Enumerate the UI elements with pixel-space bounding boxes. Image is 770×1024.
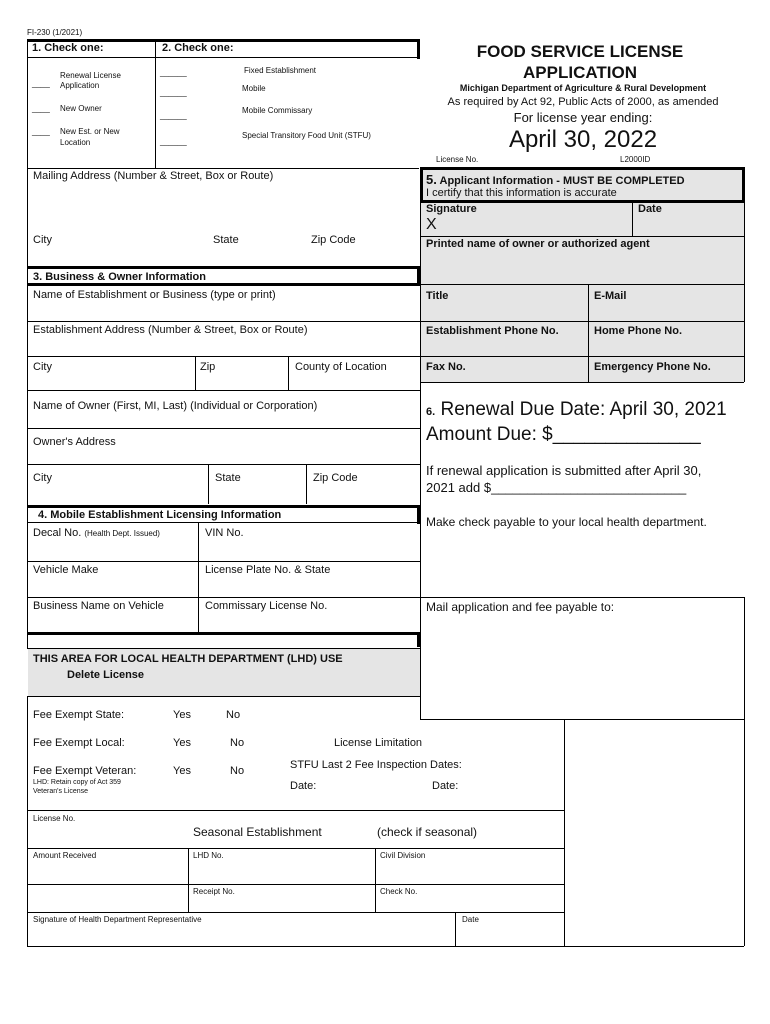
section4-heading: 4. Mobile Establishment Licensing Information bbox=[38, 509, 282, 521]
authority: As required by Act 92, Public Acts of 2000, as amended bbox=[447, 96, 719, 108]
license-no-label: License No. bbox=[436, 155, 479, 164]
fee-exempt-veteran-no[interactable]: No bbox=[230, 765, 245, 777]
blank-line[interactable]: ______ bbox=[160, 68, 187, 77]
rule bbox=[420, 236, 744, 237]
home-phone-label: Home Phone No. bbox=[594, 325, 683, 337]
vehicle-make-label: Vehicle Make bbox=[33, 564, 99, 576]
rule bbox=[588, 284, 589, 382]
rule bbox=[27, 522, 420, 523]
commissary-option: Mobile Commissary bbox=[242, 106, 313, 115]
veteran-note2: Veteran's License bbox=[33, 788, 89, 795]
blank-line[interactable]: ______ bbox=[160, 88, 187, 97]
renewal-option: Renewal License Application bbox=[60, 71, 121, 90]
fee-exempt-veteran-label: Fee Exempt Veteran: bbox=[33, 765, 137, 777]
rule bbox=[155, 39, 156, 168]
rule bbox=[27, 168, 28, 648]
section5-fields-bg bbox=[420, 202, 744, 382]
rule bbox=[27, 390, 420, 391]
amount-received-label: Amount Received bbox=[33, 851, 97, 860]
email-label: E-Mail bbox=[594, 290, 627, 302]
fee-exempt-local-label: Fee Exempt Local: bbox=[33, 737, 125, 749]
section1-heading-rule bbox=[27, 57, 419, 58]
blank-line[interactable]: ____ bbox=[32, 104, 50, 113]
x-mark: X bbox=[426, 216, 437, 233]
stfu-dates-label: STFU Last 2 Fee Inspection Dates: bbox=[290, 759, 462, 771]
fee-exempt-state-label: Fee Exempt State: bbox=[33, 709, 125, 721]
form-code: FI-230 (1/2021) bbox=[27, 28, 83, 37]
rule bbox=[420, 321, 744, 322]
rule bbox=[27, 428, 420, 429]
stfu-date2: Date: bbox=[432, 780, 459, 792]
agency: Michigan Department of Agriculture & Rural Development bbox=[459, 83, 707, 93]
rule bbox=[27, 39, 28, 168]
mailing-city: City bbox=[33, 234, 52, 246]
license-id: L2000ID bbox=[620, 155, 651, 164]
title-line1: FOOD SERVICE LICENSE bbox=[476, 42, 684, 61]
fee-exempt-veteran-yes[interactable]: Yes bbox=[173, 765, 191, 777]
vin-label: VIN No. bbox=[205, 527, 244, 539]
commissary-license-label: Commissary License No. bbox=[205, 600, 328, 612]
fee-exempt-local-no[interactable]: No bbox=[230, 737, 245, 749]
section1-heading: 1. Check one: bbox=[32, 42, 104, 54]
fee-exempt-local-yes[interactable]: Yes bbox=[173, 737, 191, 749]
owner-address-label: Owner's Address bbox=[33, 436, 116, 448]
signature-rep-label: Signature of Health Department Representative bbox=[33, 915, 202, 924]
check-no-label: Check No. bbox=[380, 887, 418, 896]
rule bbox=[306, 464, 307, 504]
lhd-no-label: LHD No. bbox=[193, 851, 224, 860]
mobile-option: Mobile bbox=[242, 84, 266, 93]
check-seasonal-label[interactable]: (check if seasonal) bbox=[377, 825, 478, 839]
section3-heading: 3. Business & Owner Information bbox=[33, 271, 206, 283]
emergency-phone-label: Emergency Phone No. bbox=[594, 361, 711, 373]
fee-exempt-state-yes[interactable]: Yes bbox=[173, 709, 191, 721]
rule bbox=[420, 284, 744, 285]
rule bbox=[27, 561, 420, 562]
mailing-address-label: Mailing Address (Number & Street, Box or Route) bbox=[33, 170, 274, 182]
rule bbox=[744, 719, 745, 946]
late-fee-line2[interactable]: 2021 add $___________________________ bbox=[426, 480, 687, 495]
year-label: For license year ending: bbox=[513, 110, 653, 125]
rule bbox=[420, 167, 744, 170]
rule bbox=[27, 696, 28, 946]
rule bbox=[27, 283, 420, 286]
lhd-license-no-label: License No. bbox=[33, 814, 76, 823]
owner-zip-label: Zip Code bbox=[313, 472, 358, 484]
rule bbox=[27, 168, 419, 169]
rule bbox=[27, 912, 564, 913]
rule bbox=[455, 912, 456, 946]
fixed-option: Fixed Establishment bbox=[244, 66, 317, 75]
section5-num: 5. bbox=[426, 172, 437, 187]
license-limitation-label: License Limitation bbox=[334, 737, 423, 749]
rule bbox=[288, 356, 289, 390]
mail-to-label: Mail application and fee payable to: bbox=[426, 600, 615, 614]
business-name-vehicle-label: Business Name on Vehicle bbox=[33, 600, 164, 612]
title-label: Title bbox=[426, 290, 449, 302]
blank-line[interactable]: ____ bbox=[32, 79, 50, 88]
year-date: April 30, 2022 bbox=[508, 126, 658, 153]
amount-due[interactable]: Amount Due: $______________ bbox=[426, 424, 701, 445]
rule bbox=[420, 382, 744, 383]
rule bbox=[564, 719, 565, 946]
stfu-date1: Date: bbox=[290, 780, 317, 792]
certify-text: I certify that this information is accurate bbox=[426, 187, 617, 199]
establishment-address-label: Establishment Address (Number & Street, Box or Route) bbox=[33, 324, 308, 336]
rule bbox=[27, 848, 564, 849]
section5-heading-text: Applicant Information - MUST BE COMPLETED bbox=[439, 175, 685, 187]
rule bbox=[420, 597, 744, 598]
rule bbox=[744, 200, 745, 382]
rule bbox=[27, 648, 420, 649]
owner-name-label: Name of Owner (First, MI, Last) (Individual or Corporation) bbox=[33, 400, 318, 412]
blank-line[interactable]: ______ bbox=[160, 111, 187, 120]
rule bbox=[27, 505, 420, 508]
rule bbox=[375, 848, 376, 912]
est-zip-label: Zip bbox=[200, 361, 216, 373]
rule bbox=[744, 597, 745, 719]
rule bbox=[420, 168, 421, 719]
veteran-note1: LHD: Retain copy of Act 359 bbox=[33, 779, 121, 786]
owner-city-label: City bbox=[33, 472, 52, 484]
date-label: Date bbox=[638, 203, 662, 215]
late-fee-line1: If renewal application is submitted after April 30, bbox=[426, 463, 702, 478]
title-line2: APPLICATION bbox=[523, 63, 637, 82]
printed-name-label: Printed name of owner or authorized agent bbox=[426, 238, 650, 250]
license-plate-label: License Plate No. & State bbox=[205, 564, 331, 576]
fax-label: Fax No. bbox=[426, 361, 466, 373]
rule bbox=[27, 884, 564, 885]
civil-division-label: Civil Division bbox=[380, 851, 426, 860]
seasonal-label: Seasonal Establishment bbox=[193, 825, 322, 839]
rule bbox=[417, 632, 420, 647]
section6-num: 6. bbox=[426, 406, 436, 418]
decal-note: (Health Dept. Issued) bbox=[84, 529, 160, 538]
rule bbox=[27, 464, 420, 465]
blank-line[interactable]: ______ bbox=[160, 137, 187, 146]
county-label: County of Location bbox=[295, 361, 387, 373]
renewal-due bbox=[426, 399, 727, 421]
rule bbox=[742, 167, 745, 203]
delete-license-label: Delete License bbox=[67, 669, 145, 681]
rule bbox=[632, 200, 633, 236]
est-phone-label: Establishment Phone No. bbox=[426, 325, 559, 337]
section2-heading: 2. Check one: bbox=[162, 42, 234, 54]
owner-state-label: State bbox=[215, 472, 241, 484]
rule bbox=[420, 719, 744, 720]
rule bbox=[27, 356, 420, 357]
rule bbox=[27, 321, 420, 322]
payable-note: Make check payable to your local health department. bbox=[426, 515, 707, 529]
rule bbox=[27, 946, 744, 947]
renewal-due-text: Renewal Due Date: April 30, 2021 bbox=[440, 399, 727, 420]
fee-exempt-state-no[interactable]: No bbox=[226, 709, 241, 721]
decal-text: Decal No. bbox=[33, 527, 82, 539]
rule bbox=[188, 848, 189, 912]
rule bbox=[195, 356, 196, 390]
establishment-name-label: Name of Establishment or Business (type or print) bbox=[33, 289, 276, 301]
rule bbox=[27, 696, 420, 697]
mailing-zip: Zip Code bbox=[311, 234, 356, 246]
mailing-state: State bbox=[213, 234, 239, 246]
new-location-option: New Est. or New Location bbox=[60, 127, 120, 147]
rule bbox=[198, 522, 199, 634]
blank-line[interactable]: ____ bbox=[32, 127, 50, 136]
decal-label bbox=[33, 527, 160, 539]
section5-heading bbox=[426, 172, 685, 187]
rule bbox=[27, 597, 420, 598]
lhd-heading: THIS AREA FOR LOCAL HEALTH DEPARTMENT (LHD) USE bbox=[33, 653, 343, 665]
new-owner-option: New Owner bbox=[60, 104, 102, 113]
rule bbox=[27, 810, 564, 811]
rule bbox=[27, 266, 420, 269]
rule bbox=[27, 632, 420, 635]
rule bbox=[420, 356, 744, 357]
stfu-option: Special Transitory Food Unit (STFU) bbox=[242, 131, 371, 140]
est-city-label: City bbox=[33, 361, 52, 373]
sig-date-label: Date bbox=[462, 915, 479, 924]
signature-label: Signature bbox=[426, 203, 477, 215]
rule bbox=[208, 464, 209, 504]
receipt-no-label: Receipt No. bbox=[193, 887, 235, 896]
